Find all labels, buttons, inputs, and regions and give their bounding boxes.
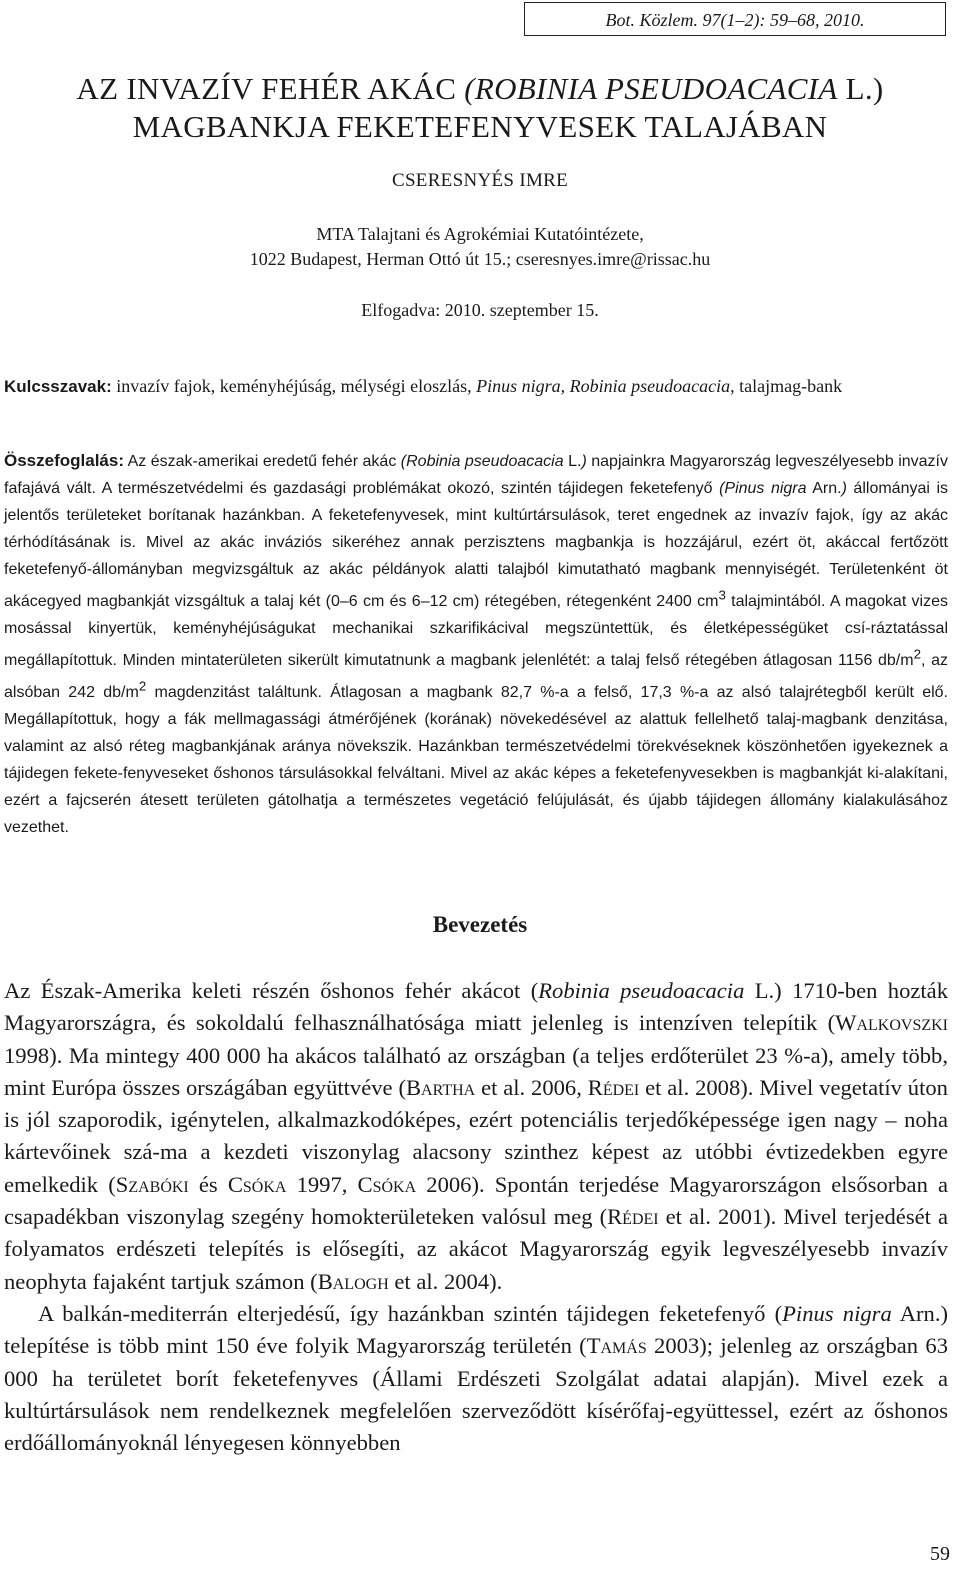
title-line2: MAGBANKJA FEKETEFENYVESEK TALAJÁBAN bbox=[132, 109, 828, 144]
affiliation-line2: 1022 Budapest, Herman Ottó út 15.; cseresnyes.imre@rissac.hu bbox=[249, 249, 711, 269]
summary-part: ) bbox=[581, 453, 587, 470]
citation-author: Walkovszki bbox=[835, 1010, 948, 1036]
summary-block bbox=[4, 448, 948, 841]
summary-part: ) bbox=[841, 479, 847, 497]
body-part: et al. 2001). Mivel terjedését a folyamatos erdészeti telepítés is elősegíti, az akácot Magyarország egyik legveszélyesebb invazív neophyta fajaként tartjuk számon ( bbox=[4, 1204, 948, 1294]
summary-label: Összefoglalás: bbox=[4, 451, 124, 470]
body-part: Az Észak-Amerika keleti részén őshonos fehér akácot ( bbox=[4, 978, 539, 1003]
keywords-label: Kulcsszavak: bbox=[4, 377, 112, 396]
author-name: CSERESNYÉS IMRE bbox=[391, 170, 569, 191]
body-part: 2006). Spontán terjedése Magyarországon elsősorban a csapadékban viszonylag szegény homokterületeken valósul meg ( bbox=[4, 1171, 948, 1230]
section-heading: Bevezetés bbox=[432, 912, 528, 937]
summary-part: magdenzitást találtunk. Átlagosan a magbank 82,7 %-a a felső, 17,3 %-a az alsó talajrétegből került elő. Megállapítottuk, hogy a fák mellmagassági átmérőjének (korának) növekedésével az alattuk fellelhető talaj-magbank denzitása, valamint az alsó réteg magbankjának aránya növekszik. Hazánkban természetvédelmi törekvéseknek köszönhetően igyekeznek a tájidegen fekete-fenyveseket őshonos társulásokkal felváltani. Mivel az akác képes a feketefenyvesekben is magbankját ki-alakítani, ezért a fajcserén átesett területen gátolhatja a természetes vegetáció felújulását, és újabb tájidegen állomány kialakulásához vezethet. bbox=[4, 684, 948, 836]
affiliation-line1: MTA Talajtani és Agrokémiai Kutatóintézete, bbox=[316, 224, 644, 244]
body-part: L.) 1710-ben hozták Magyarországra, és sokoldalú felhasználhatósága miatt jelenleg is intenzíven telepítik ( bbox=[4, 978, 948, 1036]
body-species: Robinia pseudoacacia bbox=[538, 978, 745, 1003]
citation-author: Rédei bbox=[607, 1204, 659, 1230]
body-paragraph-1 bbox=[4, 975, 948, 1298]
body-part: 1998). Ma mintegy 400 000 ha akácos található az országban (a teljes erdőterület 23 %-a), amely több, mint Európa összes országában együttvéve ( bbox=[4, 1042, 948, 1100]
body-part: 1997, bbox=[286, 1171, 358, 1197]
title-line1-species: (ROBINIA PSEUDOACACIA bbox=[464, 71, 838, 106]
citation-author: Bartha bbox=[405, 1074, 476, 1100]
citation-author: Csóka bbox=[357, 1171, 417, 1197]
accepted-date: Elfogadva: 2010. szeptember 15. bbox=[361, 300, 599, 320]
journal-reference: Bot. Közlem. 97(1–2): 59–68, 2010. bbox=[524, 2, 946, 36]
summary-part: állományai is jelentős területeket borítanak hazánkban. A feketefenyvesek, mint kultúrtársulások, teret engednek az invazív fajok, így az akác térhódításának is. Mivel az akác inváziós sikeréhez annak perzisztens magbankja is hozzájárul, ezért öt, akáccal fertőzött feketefenyő-állományban megvizsgáltuk az akác példányok alatti talajból kimutatható magbank mennyiségét. Területenként öt akácegyed magbankját vizsgáltuk a talaj két (0–6 cm és 6–12 cm) rétegében, rétegenként 2400 cm bbox=[4, 479, 949, 610]
body-part: et al. 2004). bbox=[388, 1268, 503, 1294]
keywords-text2: , talajmag-bank bbox=[730, 376, 843, 396]
summary-superscript: 3 bbox=[718, 587, 726, 603]
summary-part: talajmintából. A magokat vizes mosással kinyertük, keményhéjúságukat mechanikai szkarifikácival megszüntettük, és életképességüket csí-ráztatással megállapítottuk. Minden mintaterületen sikerült kimutatnunk a magbank jelenlétét: a talaj felső rétegében átlagosan 1156 db/m bbox=[4, 592, 949, 669]
body-text bbox=[4, 975, 948, 1459]
citation-author: Csóka bbox=[227, 1171, 287, 1197]
body-part: Arn.) telepítése is több mint 150 éve folyik Magyarország területén ( bbox=[4, 1300, 949, 1359]
summary-text bbox=[4, 453, 948, 836]
body-part: 2003); jelenleg az országban 63 000 ha területet borít feketefenyves (Állami Erdészeti Szolgálat adatai alapján). Mivel ezek a kultúrtársulások nem rendelkeznek megfelelően szerveződött kísérőfaj-együttessel, ezért az őshonos erdőállományoknál lényegesen könnyebben bbox=[4, 1333, 948, 1456]
body-part: A balkán-mediterrán elterjedésű, így hazánkban szintén tájidegen feketefenyő ( bbox=[38, 1300, 783, 1326]
title-line1-suffix: L.) bbox=[837, 71, 884, 106]
citation-author: Balogh bbox=[317, 1268, 389, 1294]
keywords-text1: invazív fajok, keményhéjúság, mélységi eloszlás, bbox=[111, 376, 477, 396]
summary-part: Arn. bbox=[806, 479, 842, 497]
citation-author: Tamás bbox=[586, 1333, 647, 1359]
affiliation bbox=[0, 222, 960, 272]
article-title bbox=[0, 70, 960, 146]
citation-author: Rédei bbox=[587, 1074, 640, 1100]
summary-superscript: 2 bbox=[913, 646, 921, 662]
keywords-block bbox=[4, 374, 944, 399]
body-paragraph-2 bbox=[4, 1298, 948, 1459]
body-part: és bbox=[188, 1171, 228, 1197]
summary-part: , az alsóban 242 db/m bbox=[4, 652, 948, 702]
summary-part: L. bbox=[563, 453, 582, 470]
summary-part: napjainkra Magyarország legveszélyesebb invazív fafajává vált. A természetvédelmi és gazdasági problémákat okozó, szintén tájidegen feketefenyő bbox=[4, 453, 948, 497]
summary-superscript: 2 bbox=[138, 678, 147, 694]
keywords-species: Pinus nigra, Robinia pseudoacacia bbox=[476, 376, 731, 396]
summary-species: (Robinia pseudoacacia bbox=[400, 453, 564, 470]
summary-species: (Pinus nigra bbox=[719, 479, 807, 497]
page-number: 59 bbox=[930, 1543, 950, 1565]
body-part: et al. 2006, bbox=[475, 1074, 588, 1100]
citation-author: Szabóki bbox=[115, 1171, 189, 1197]
title-line1-prefix: AZ INVAZÍV FEHÉR AKÁC bbox=[76, 71, 465, 106]
body-part: et al. 2008). Mivel vegetatív úton is jól szaporodik, igénytelen, alkalmazkodóképes, ezért potenciális terjedőképessége igen nagy – noha kártevőinek szá-ma a kezdeti viszonylag alacsony szinthez képest az utóbbi évtizedekben egyre emelkedik ( bbox=[4, 1074, 948, 1197]
body-species: Pinus nigra bbox=[782, 1300, 892, 1326]
summary-part: Az észak-amerikai eredetű fehér akác bbox=[124, 453, 401, 470]
